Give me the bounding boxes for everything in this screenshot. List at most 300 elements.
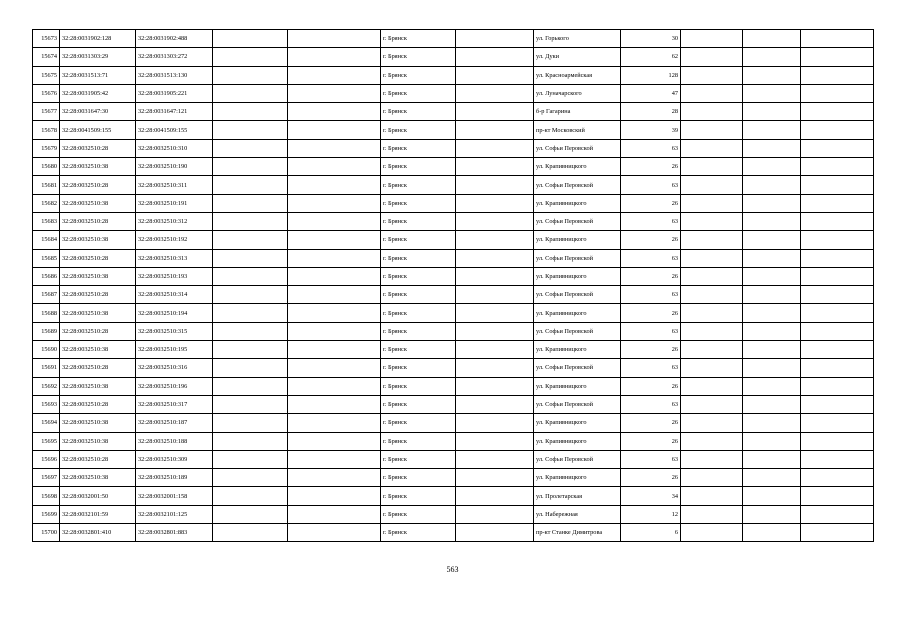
- cell-house-number: 34: [621, 487, 681, 505]
- cell-cadastral-block: 32:28:0032510:28: [60, 286, 136, 304]
- cell-empty: [801, 377, 874, 395]
- cell-empty: [801, 249, 874, 267]
- cell-empty: [801, 121, 874, 139]
- cell-empty: [681, 322, 743, 340]
- cell-empty: [743, 524, 801, 542]
- cell-cadastral-block: 32:28:0032101:59: [60, 505, 136, 523]
- cell-cadastral-number: 32:28:0032510:196: [136, 377, 213, 395]
- cell-empty: [456, 139, 534, 157]
- cell-house-number: 26: [621, 377, 681, 395]
- cell-empty: [801, 341, 874, 359]
- cell-cadastral-number: 32:28:0032510:317: [136, 395, 213, 413]
- cell-house-number: 128: [621, 66, 681, 84]
- table-row: [33, 231, 874, 249]
- cell-empty: [456, 103, 534, 121]
- cell-record-number: 15692: [33, 377, 60, 395]
- cell-record-number: 15700: [33, 524, 60, 542]
- cell-cadastral-block: 32:28:0032510:28: [60, 450, 136, 468]
- cell-empty: [681, 176, 743, 194]
- cell-empty: [213, 286, 288, 304]
- cell-empty: [801, 84, 874, 102]
- cell-empty: [456, 231, 534, 249]
- cell-empty: [801, 267, 874, 285]
- cell-empty: [743, 66, 801, 84]
- cell-empty: [743, 139, 801, 157]
- cell-city: г. Брянск: [381, 377, 456, 395]
- cell-house-number: 63: [621, 450, 681, 468]
- cell-empty: [743, 249, 801, 267]
- cell-empty: [213, 322, 288, 340]
- cell-empty: [743, 304, 801, 322]
- cell-cadastral-block: 32:28:0032510:28: [60, 395, 136, 413]
- cell-house-number: 26: [621, 231, 681, 249]
- cell-empty: [681, 249, 743, 267]
- table-row: [33, 139, 874, 157]
- cell-empty: [456, 249, 534, 267]
- cell-empty: [456, 469, 534, 487]
- cell-city: г. Брянск: [381, 322, 456, 340]
- cell-city: г. Брянск: [381, 103, 456, 121]
- cell-empty: [743, 48, 801, 66]
- cell-empty: [743, 414, 801, 432]
- cell-empty: [456, 450, 534, 468]
- table-row: [33, 341, 874, 359]
- cell-empty: [288, 377, 381, 395]
- cell-street: ул. Софьи Перовской: [534, 359, 621, 377]
- cell-cadastral-number: 32:28:0031902:488: [136, 30, 213, 48]
- cell-record-number: 15687: [33, 286, 60, 304]
- cell-empty: [801, 524, 874, 542]
- cell-empty: [456, 505, 534, 523]
- cell-empty: [213, 231, 288, 249]
- cell-street: ул. Софьи Перовской: [534, 249, 621, 267]
- cell-empty: [288, 231, 381, 249]
- cell-empty: [288, 450, 381, 468]
- cell-empty: [288, 30, 381, 48]
- cell-street: ул. Крапивницкого: [534, 341, 621, 359]
- cell-empty: [288, 341, 381, 359]
- cell-house-number: 63: [621, 322, 681, 340]
- cell-empty: [681, 30, 743, 48]
- cell-empty: [681, 48, 743, 66]
- cell-city: г. Брянск: [381, 30, 456, 48]
- table-row: [33, 84, 874, 102]
- table-row: [33, 304, 874, 322]
- cell-house-number: 30: [621, 30, 681, 48]
- cell-empty: [801, 487, 874, 505]
- cell-empty: [681, 377, 743, 395]
- table-row: [33, 286, 874, 304]
- cell-empty: [213, 212, 288, 230]
- cell-empty: [801, 469, 874, 487]
- cell-empty: [288, 304, 381, 322]
- cell-house-number: 26: [621, 414, 681, 432]
- cell-empty: [213, 450, 288, 468]
- cell-cadastral-number: 32:28:0032510:312: [136, 212, 213, 230]
- cell-house-number: 26: [621, 304, 681, 322]
- cell-cadastral-number: 32:28:0032510:316: [136, 359, 213, 377]
- cell-empty: [801, 414, 874, 432]
- cell-house-number: 39: [621, 121, 681, 139]
- table-row: [33, 469, 874, 487]
- table-row: [33, 158, 874, 176]
- cell-cadastral-block: 32:28:0032510:38: [60, 341, 136, 359]
- cell-street: ул. Крапивницкого: [534, 231, 621, 249]
- cell-street: пр-кт Станке Димитрова: [534, 524, 621, 542]
- cell-street: ул. Набережная: [534, 505, 621, 523]
- cell-empty: [288, 194, 381, 212]
- cell-cadastral-block: 32:28:0032510:28: [60, 249, 136, 267]
- cell-city: г. Брянск: [381, 84, 456, 102]
- cell-empty: [743, 359, 801, 377]
- cell-empty: [288, 84, 381, 102]
- cell-cadastral-block: 32:28:0031905:42: [60, 84, 136, 102]
- cell-record-number: 15686: [33, 267, 60, 285]
- cell-empty: [681, 505, 743, 523]
- cell-house-number: 28: [621, 103, 681, 121]
- cell-city: г. Брянск: [381, 487, 456, 505]
- cell-record-number: 15695: [33, 432, 60, 450]
- cell-empty: [681, 158, 743, 176]
- cell-empty: [213, 30, 288, 48]
- cell-street: ул. Красноармейская: [534, 66, 621, 84]
- cell-cadastral-block: 32:28:0031902:128: [60, 30, 136, 48]
- cell-empty: [456, 84, 534, 102]
- cell-empty: [213, 505, 288, 523]
- cell-empty: [213, 66, 288, 84]
- cell-street: ул. Пролетарская: [534, 487, 621, 505]
- cell-empty: [288, 359, 381, 377]
- cell-empty: [288, 322, 381, 340]
- cell-empty: [801, 450, 874, 468]
- cell-empty: [681, 212, 743, 230]
- cell-empty: [801, 432, 874, 450]
- cell-cadastral-block: 32:28:0031647:30: [60, 103, 136, 121]
- cell-record-number: 15693: [33, 395, 60, 413]
- cell-street: ул. Софьи Перовской: [534, 395, 621, 413]
- cell-cadastral-number: 32:28:0032510:191: [136, 194, 213, 212]
- table-row: [33, 414, 874, 432]
- cell-record-number: 15690: [33, 341, 60, 359]
- cell-empty: [743, 395, 801, 413]
- table-row: [33, 505, 874, 523]
- cell-record-number: 15684: [33, 231, 60, 249]
- cell-record-number: 15677: [33, 103, 60, 121]
- cell-empty: [456, 212, 534, 230]
- cell-empty: [456, 359, 534, 377]
- table-row: [33, 395, 874, 413]
- cell-empty: [213, 139, 288, 157]
- cell-street: ул. Луначарского: [534, 84, 621, 102]
- cell-street: б-р Гагарина: [534, 103, 621, 121]
- cell-empty: [456, 524, 534, 542]
- table-row: [33, 103, 874, 121]
- cell-house-number: 47: [621, 84, 681, 102]
- cell-house-number: 26: [621, 158, 681, 176]
- cell-record-number: 15696: [33, 450, 60, 468]
- cell-cadastral-block: 32:28:0032510:38: [60, 231, 136, 249]
- cell-record-number: 15697: [33, 469, 60, 487]
- cell-city: г. Брянск: [381, 176, 456, 194]
- cell-cadastral-number: 32:28:0032001:158: [136, 487, 213, 505]
- cell-empty: [801, 505, 874, 523]
- cell-empty: [288, 66, 381, 84]
- cell-cadastral-number: 32:28:0032510:310: [136, 139, 213, 157]
- cell-cadastral-block: 32:28:0032510:28: [60, 139, 136, 157]
- cell-empty: [801, 231, 874, 249]
- cell-empty: [801, 158, 874, 176]
- cell-empty: [288, 158, 381, 176]
- cell-cadastral-number: 32:28:0031303:272: [136, 48, 213, 66]
- cell-empty: [213, 524, 288, 542]
- cell-street: ул. Софьи Перовской: [534, 322, 621, 340]
- cell-empty: [743, 377, 801, 395]
- cell-street: ул. Крапивницкого: [534, 194, 621, 212]
- cell-empty: [743, 469, 801, 487]
- cell-cadastral-block: 32:28:0032510:28: [60, 212, 136, 230]
- cell-empty: [213, 176, 288, 194]
- table-row: [33, 121, 874, 139]
- cell-house-number: 6: [621, 524, 681, 542]
- cell-empty: [743, 432, 801, 450]
- cell-city: г. Брянск: [381, 469, 456, 487]
- cell-record-number: 15691: [33, 359, 60, 377]
- cell-city: г. Брянск: [381, 341, 456, 359]
- cell-city: г. Брянск: [381, 249, 456, 267]
- cell-record-number: 15673: [33, 30, 60, 48]
- cell-empty: [456, 432, 534, 450]
- cell-house-number: 26: [621, 194, 681, 212]
- cell-empty: [681, 450, 743, 468]
- cell-empty: [681, 469, 743, 487]
- cell-house-number: 63: [621, 286, 681, 304]
- cell-city: г. Брянск: [381, 432, 456, 450]
- cell-cadastral-number: 32:28:0032801:883: [136, 524, 213, 542]
- cell-house-number: 63: [621, 212, 681, 230]
- cell-cadastral-block: 32:28:0031513:71: [60, 66, 136, 84]
- cell-empty: [456, 487, 534, 505]
- cell-record-number: 15678: [33, 121, 60, 139]
- cell-city: г. Брянск: [381, 267, 456, 285]
- cell-city: г. Брянск: [381, 505, 456, 523]
- cell-street: ул. Крапивницкого: [534, 267, 621, 285]
- cell-cadastral-number: 32:28:0031905:221: [136, 84, 213, 102]
- cell-empty: [456, 48, 534, 66]
- cell-house-number: 63: [621, 395, 681, 413]
- cell-cadastral-number: 32:28:0032510:309: [136, 450, 213, 468]
- cell-empty: [213, 304, 288, 322]
- cell-record-number: 15689: [33, 322, 60, 340]
- cell-cadastral-number: 32:28:0032510:187: [136, 414, 213, 432]
- cell-empty: [743, 30, 801, 48]
- cell-record-number: 15680: [33, 158, 60, 176]
- cell-empty: [456, 377, 534, 395]
- table-row: [33, 249, 874, 267]
- cell-empty: [456, 158, 534, 176]
- cell-house-number: 26: [621, 469, 681, 487]
- cell-empty: [801, 48, 874, 66]
- cell-empty: [288, 432, 381, 450]
- cell-record-number: 15683: [33, 212, 60, 230]
- cell-empty: [681, 194, 743, 212]
- page-number: 563: [446, 565, 459, 574]
- cell-empty: [801, 66, 874, 84]
- cell-house-number: 63: [621, 359, 681, 377]
- cell-city: г. Брянск: [381, 450, 456, 468]
- cell-empty: [456, 341, 534, 359]
- cell-empty: [681, 341, 743, 359]
- cell-empty: [288, 249, 381, 267]
- cell-record-number: 15682: [33, 194, 60, 212]
- cell-house-number: 26: [621, 432, 681, 450]
- cell-house-number: 26: [621, 341, 681, 359]
- cell-empty: [288, 103, 381, 121]
- cell-cadastral-number: 32:28:0032510:315: [136, 322, 213, 340]
- cell-empty: [213, 414, 288, 432]
- cell-empty: [681, 487, 743, 505]
- table-row: [33, 212, 874, 230]
- cell-empty: [213, 84, 288, 102]
- cell-empty: [456, 322, 534, 340]
- table-row: [33, 322, 874, 340]
- cell-city: г. Брянск: [381, 139, 456, 157]
- cell-cadastral-block: 32:28:0031303:29: [60, 48, 136, 66]
- cell-record-number: 15699: [33, 505, 60, 523]
- cell-empty: [681, 359, 743, 377]
- cell-cadastral-block: 32:28:0032510:38: [60, 377, 136, 395]
- cell-city: г. Брянск: [381, 66, 456, 84]
- cell-empty: [456, 414, 534, 432]
- cell-empty: [213, 194, 288, 212]
- cell-cadastral-block: 32:28:0032510:38: [60, 469, 136, 487]
- cell-empty: [743, 121, 801, 139]
- cell-street: ул. Софьи Перовской: [534, 176, 621, 194]
- cell-empty: [681, 524, 743, 542]
- cell-empty: [288, 414, 381, 432]
- table-row: [33, 359, 874, 377]
- cell-empty: [681, 395, 743, 413]
- cell-cadastral-block: 32:28:0032510:28: [60, 176, 136, 194]
- cell-empty: [456, 267, 534, 285]
- cell-empty: [801, 30, 874, 48]
- cell-empty: [288, 487, 381, 505]
- cell-empty: [801, 359, 874, 377]
- cell-empty: [456, 395, 534, 413]
- cell-empty: [288, 267, 381, 285]
- cell-house-number: 63: [621, 139, 681, 157]
- cell-empty: [456, 176, 534, 194]
- cell-empty: [743, 176, 801, 194]
- cell-street: ул. Крапивницкого: [534, 432, 621, 450]
- cell-cadastral-number: 32:28:0032510:193: [136, 267, 213, 285]
- cell-empty: [801, 304, 874, 322]
- cell-cadastral-number: 32:28:0031513:130: [136, 66, 213, 84]
- cell-empty: [681, 121, 743, 139]
- cell-empty: [213, 359, 288, 377]
- cell-empty: [681, 432, 743, 450]
- cell-empty: [456, 121, 534, 139]
- cell-empty: [681, 414, 743, 432]
- cell-cadastral-number: 32:28:0032510:188: [136, 432, 213, 450]
- cell-empty: [288, 212, 381, 230]
- cell-cadastral-block: 32:28:0041509:155: [60, 121, 136, 139]
- table-row: [33, 30, 874, 48]
- cell-cadastral-number: 32:28:0032510:194: [136, 304, 213, 322]
- cell-empty: [213, 341, 288, 359]
- table-row: [33, 194, 874, 212]
- cell-empty: [801, 212, 874, 230]
- cell-empty: [288, 48, 381, 66]
- cell-street: ул. Софьи Перовской: [534, 212, 621, 230]
- cell-empty: [213, 395, 288, 413]
- cell-city: г. Брянск: [381, 212, 456, 230]
- table-row: [33, 524, 874, 542]
- cell-empty: [213, 487, 288, 505]
- cell-empty: [801, 139, 874, 157]
- cell-empty: [801, 322, 874, 340]
- cell-cadastral-block: 32:28:0032510:28: [60, 322, 136, 340]
- cell-cadastral-number: 32:28:0041509:155: [136, 121, 213, 139]
- cell-city: г. Брянск: [381, 121, 456, 139]
- cell-empty: [213, 432, 288, 450]
- cell-cadastral-block: 32:28:0032001:50: [60, 487, 136, 505]
- cell-empty: [681, 66, 743, 84]
- cell-street: ул. Дуки: [534, 48, 621, 66]
- cell-empty: [743, 505, 801, 523]
- cell-cadastral-number: 32:28:0032510:313: [136, 249, 213, 267]
- cell-street: ул. Софьи Перовской: [534, 139, 621, 157]
- cell-cadastral-block: 32:28:0032510:38: [60, 194, 136, 212]
- cell-empty: [681, 84, 743, 102]
- table-row: [33, 66, 874, 84]
- cell-house-number: 26: [621, 267, 681, 285]
- cell-empty: [288, 524, 381, 542]
- cell-street: ул. Софьи Перовской: [534, 450, 621, 468]
- cell-empty: [288, 121, 381, 139]
- cell-record-number: 15681: [33, 176, 60, 194]
- table-row: [33, 176, 874, 194]
- cell-empty: [213, 249, 288, 267]
- cell-empty: [288, 469, 381, 487]
- cell-empty: [213, 48, 288, 66]
- cell-empty: [801, 395, 874, 413]
- cell-empty: [213, 377, 288, 395]
- cell-empty: [681, 304, 743, 322]
- cell-street: ул. Крапивницкого: [534, 304, 621, 322]
- cell-record-number: 15676: [33, 84, 60, 102]
- cell-city: г. Брянск: [381, 158, 456, 176]
- cell-empty: [801, 286, 874, 304]
- cell-empty: [456, 286, 534, 304]
- cell-empty: [456, 194, 534, 212]
- cell-cadastral-number: 32:28:0032510:192: [136, 231, 213, 249]
- cell-city: г. Брянск: [381, 286, 456, 304]
- cell-cadastral-number: 32:28:0032510:189: [136, 469, 213, 487]
- table-row: [33, 267, 874, 285]
- cell-empty: [288, 176, 381, 194]
- cell-empty: [743, 158, 801, 176]
- cell-city: г. Брянск: [381, 231, 456, 249]
- table-row: [33, 450, 874, 468]
- cell-empty: [681, 103, 743, 121]
- register-table: [32, 29, 874, 542]
- cell-empty: [213, 103, 288, 121]
- cell-cadastral-number: 32:28:0032510:314: [136, 286, 213, 304]
- cell-empty: [743, 487, 801, 505]
- table-row: [33, 48, 874, 66]
- cell-empty: [743, 286, 801, 304]
- cell-record-number: 15675: [33, 66, 60, 84]
